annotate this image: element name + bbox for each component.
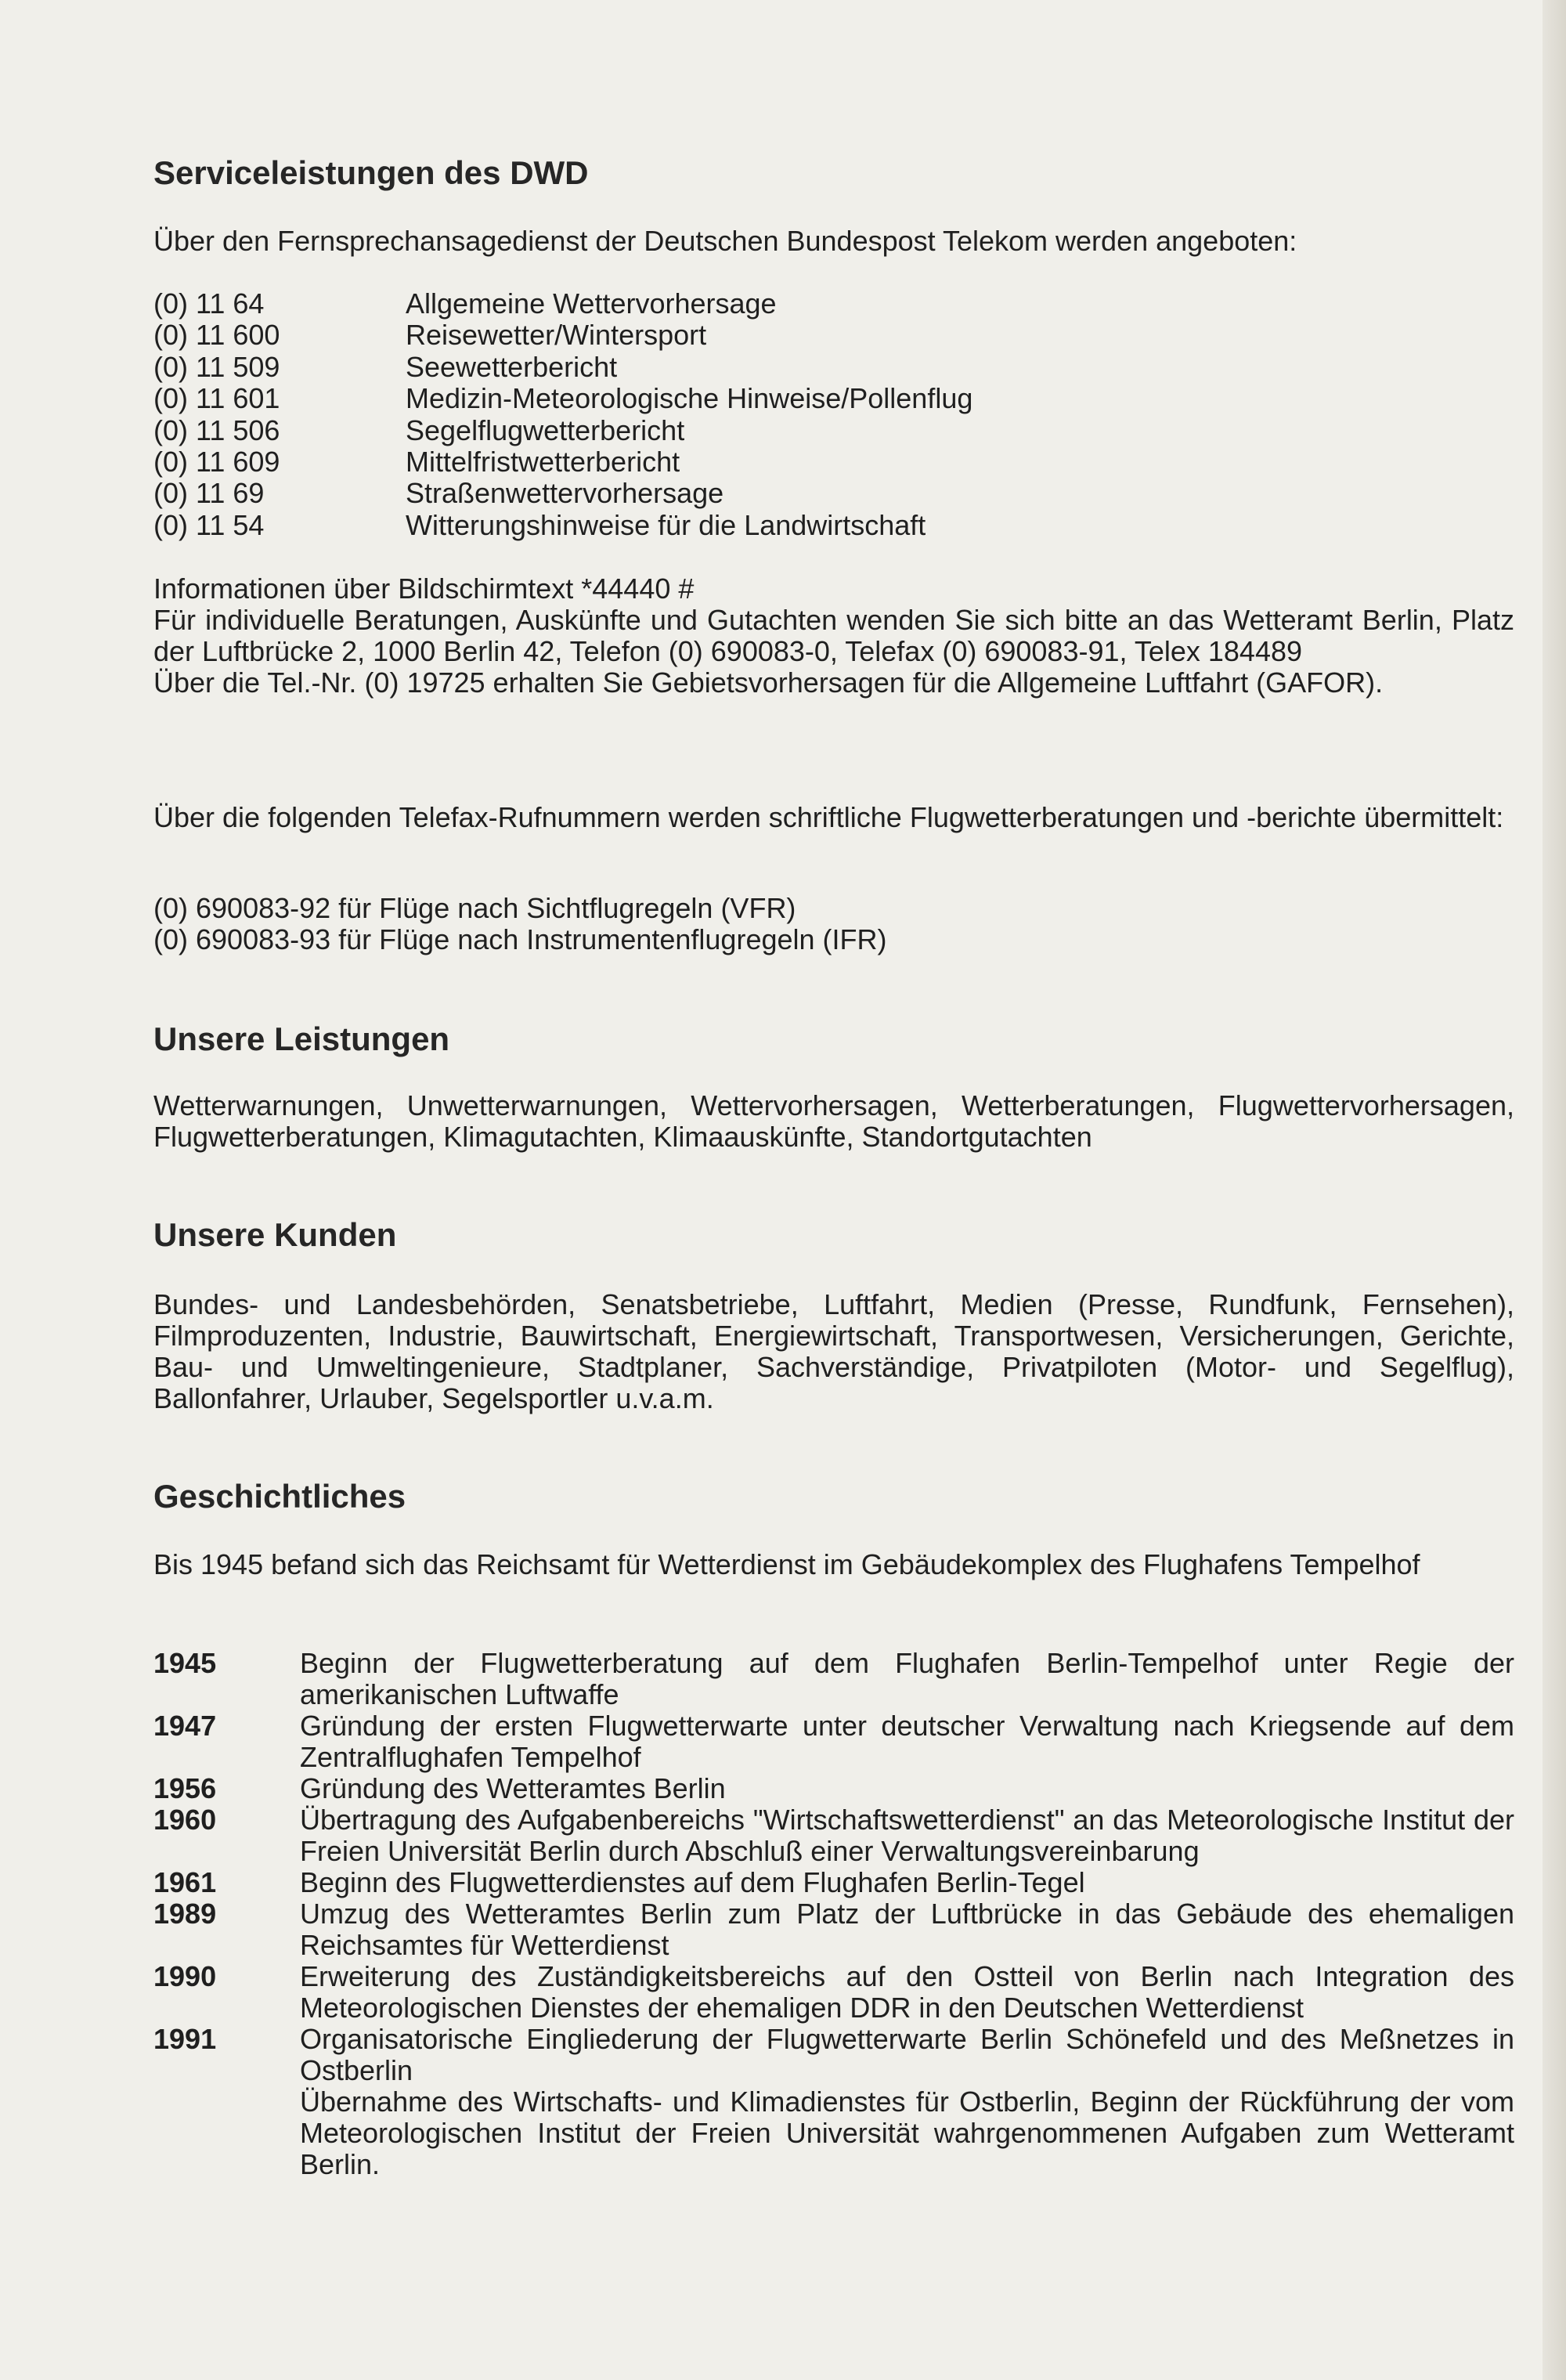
timeline-text: Beginn der Flugwetterberatung auf dem Flughafen Berlin-Tempelhof unter Regie der amerikanischen Luftwaffe (300, 1647, 1514, 1710)
leistungen-text: Wetterwarnungen, Unwetterwarnungen, Wettervorhersagen, Wetterberatungen, Flugwettervorhersagen, Flugwetterberatungen, Klimagutachten, Klimaauskünfte, Standortgutachten (153, 1089, 1514, 1153)
heading-kunden: Unsere Kunden (153, 1216, 397, 1253)
phone-description: Segelflugwetterbericht (406, 414, 685, 446)
timeline-item (153, 1773, 1514, 1804)
timeline-text: Beginn des Flugwetterdienstes auf dem Flughafen Berlin-Tegel (300, 1866, 1085, 1898)
phone-description: Medizin-Meteorologische Hinweise/Pollenflug (406, 382, 973, 415)
timeline-continuation: Übernahme des Wirtschafts- und Klimadienstes für Ostberlin, Beginn der Rückführung der vom Meteorologischen Institut der Freien Universität wahrgenommenen Aufgaben zum Wetteramt Berlin. (300, 2086, 1514, 2180)
service-intro: Über den Fernsprechansagedienst der Deutschen Bundespost Telekom werden angeboten: (153, 225, 1297, 257)
phone-description: Seewetterbericht (406, 350, 618, 383)
list-item (153, 383, 1514, 414)
heading-geschichte: Geschichtliches (153, 1478, 406, 1515)
timeline-item (153, 1867, 1514, 1898)
geschichte-intro: Bis 1945 befand sich das Reichsamt für Wetterdienst im Gebäudekomplex des Flughafens Tempelhof (153, 1548, 1420, 1580)
list-item (153, 288, 1514, 320)
phone-number: (0) 11 509 (153, 350, 280, 383)
phone-number: (0) 11 69 (153, 477, 265, 510)
timeline-item (153, 2024, 1514, 2086)
list-item (153, 415, 1514, 446)
page-edge (1543, 0, 1566, 2380)
timeline-item (153, 1961, 1514, 2024)
list-item (153, 352, 1514, 383)
heading-service: Serviceleistungen des DWD (153, 154, 589, 191)
timeline-text: Gründung der ersten Flugwetterwarte unter deutscher Verwaltung nach Kriegsende auf dem Zentralflughafen Tempelhof (300, 1710, 1514, 1773)
timeline-year: 1989 (153, 1898, 217, 1930)
phone-number: (0) 11 609 (153, 445, 280, 478)
timeline-item (153, 1804, 1514, 1867)
timeline-text: Gründung des Wetteramtes Berlin (300, 1772, 726, 1804)
phone-description: Witterungshinweise für die Landwirtschaft (406, 508, 926, 541)
phone-description: Reisewetter/Wintersport (406, 319, 707, 352)
timeline-item (153, 1648, 1514, 1710)
list-item (153, 320, 1514, 351)
phone-service-list (153, 288, 1514, 541)
phone-number: (0) 11 64 (153, 287, 265, 320)
timeline-text: Übertragung des Aufgabenbereichs "Wirtschaftswetterdienst" an das Meteorologische Institut der Freien Universität Berlin durch Abschluß einer Verwaltungsvereinbarung (300, 1804, 1514, 1867)
heading-leistungen: Unsere Leistungen (153, 1020, 450, 1057)
phone-number: (0) 11 601 (153, 382, 280, 415)
timeline-year: 1991 (153, 2023, 217, 2055)
list-item (153, 510, 1514, 541)
phone-description: Straßenwettervorhersage (406, 477, 724, 510)
timeline-year: 1990 (153, 1960, 217, 1992)
timeline-item (153, 1898, 1514, 1961)
list-item (153, 478, 1514, 509)
phone-number: (0) 11 54 (153, 508, 265, 541)
timeline-year: 1960 (153, 1804, 217, 1836)
fax-line-ifr: (0) 690083-93 für Flüge nach Instrumentenflugregeln (IFR) (153, 923, 887, 955)
phone-description: Allgemeine Wettervorhersage (406, 287, 777, 320)
fax-intro: Über die folgenden Telefax-Rufnummern werden schriftliche Flugwetterberatungen und -berichte übermittelt: (153, 801, 1504, 833)
phone-description: Mittelfristwetterbericht (406, 445, 680, 478)
list-item (153, 446, 1514, 478)
phone-number: (0) 11 600 (153, 319, 280, 352)
info-paragraph: Informationen über Bildschirmtext *44440 # Für individuelle Beratungen, Auskünfte und Gutachten wenden Sie sich bitte an das Wetteramt Berlin, Platz der Luftbrücke 2, 1000 Berlin 42, Telefon (0) 690083-0, Telefax (0) 690083-91, Telex 184489 Über die Tel.-Nr. (0) 19725 erhalten Sie Gebietsvorhersagen für die Allgemeine Luftfahrt (GAFOR). (153, 572, 1514, 699)
timeline-year: 1961 (153, 1866, 217, 1898)
timeline-text: Erweiterung des Zuständigkeitsbereichs auf den Ostteil von Berlin nach Integration des Meteorologischen Dienstes der ehemaligen DDR in den Deutschen Wetterdienst (300, 1960, 1514, 2024)
timeline-text: Umzug des Wetteramtes Berlin zum Platz der Luftbrücke in das Gebäude des ehemaligen Reichsamtes für Wetterdienst (300, 1898, 1514, 1961)
timeline-year: 1945 (153, 1647, 217, 1679)
timeline-item (153, 1710, 1514, 1773)
kunden-text: Bundes- und Landesbehörden, Senatsbetriebe, Luftfahrt, Medien (Presse, Rundfunk, Fernsehen), Filmproduzenten, Industrie, Bauwirtschaft, Energiewirtschaft, Transportwesen, Versicherungen, Gerichte, Bau- und Umweltingenieure, Stadtplaner, Sachverständige, Privatpiloten (Motor- und Segelflug), Ballonfahrer, Urlauber, Segelsportler u.v.a.m. (153, 1288, 1514, 1414)
history-timeline (153, 1648, 1514, 2180)
timeline-text: Organisatorische Eingliederung der Flugwetterwarte Berlin Schönefeld und des Meßnetzes in Ostberlin (300, 2023, 1514, 2086)
timeline-year: 1947 (153, 1710, 217, 1742)
fax-line-vfr: (0) 690083-92 für Flüge nach Sichtflugregeln (VFR) (153, 892, 796, 924)
phone-number: (0) 11 506 (153, 414, 280, 446)
timeline-year: 1956 (153, 1772, 217, 1804)
